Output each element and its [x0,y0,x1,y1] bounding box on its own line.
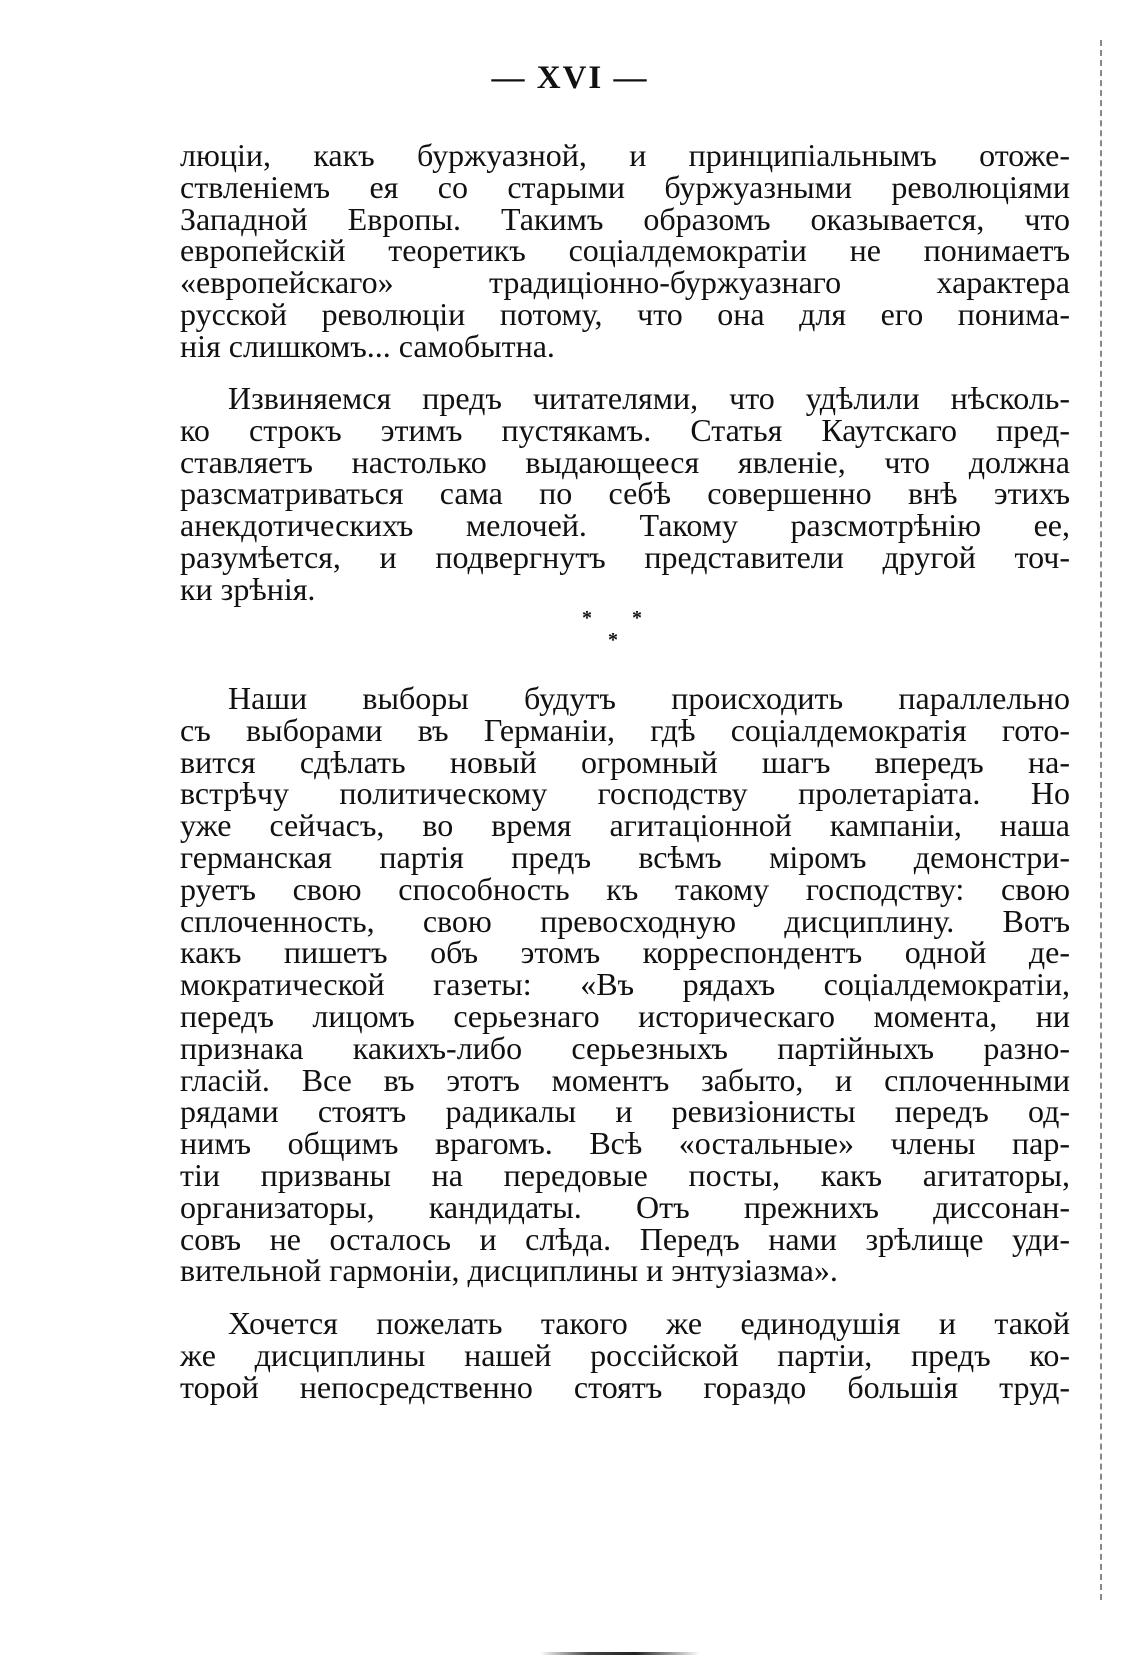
section-divider-asterism [582,607,662,652]
text-line: мократической газеты: «Въ рядахъ соціалдемократіи, [180,966,1070,1003]
paragraph-1 [180,137,1070,364]
text-line: анекдотическихъ мелочей. Такому разсмотрѣнію ее, [180,507,1070,544]
text-line: европейскій теоретикъ соціалдемократіи не понимаетъ [180,232,1070,269]
asterisk-icon: * [632,607,642,629]
text-line: люціи, какъ буржуазной, и принципіальнымъ отоже- [180,137,1070,173]
text-line: гласій. Все въ этотъ моментъ забыто, и сплоченными [180,1061,1070,1098]
text-line: германская партія предъ всѣмъ міромъ демонстри- [180,838,1070,875]
text-line: разсматриваться сама по себѣ совершенно внѣ этихъ [180,475,1070,512]
text-line: торой непосредственно стоятъ гораздо большія труд- [180,1368,1070,1405]
text-line: же дисциплины нашей россійской партіи, предъ ко- [180,1336,1070,1373]
text-line: признака какихъ-либо серьезныхъ партійныхъ разно- [180,1029,1070,1066]
text-line: какъ пишетъ объ этомъ корреспондентъ одной де- [180,934,1070,971]
text-line: нимъ общимъ врагомъ. Всѣ «остальные» члены пар- [180,1125,1070,1162]
text-line: нія слишкомъ... самобытна. [180,327,555,364]
text-line: вится сдѣлать новый огромный шагъ впередъ на- [180,743,1070,780]
scan-edge-mark [540,1652,700,1655]
text-line: встрѣчу политическому господству пролетаріата. Но [180,775,1070,812]
asterisk-icon: * [608,629,618,651]
text-line: Западной Европы. Такимъ образомъ оказывается, что [180,200,1070,237]
text-line: уже сейчасъ, во время агитаціонной кампаніи, наша [180,807,1070,844]
text-line: рядами стоятъ радикалы и ревизіонисты передъ од- [180,1093,1070,1130]
text-line: ствленіемъ ея со старыми буржуазными революціями [180,168,1070,205]
text-line: организаторы, кандидаты. Отъ прежнихъ диссонан- [180,1188,1070,1225]
text-line: Хочется пожелать такого же единодушія и такой [228,1305,1070,1341]
text-line: ставляетъ настолько выдающееся явленіе, что должна [180,443,1070,480]
text-line: передъ лицомъ серьезнаго историческаго момента, ни [180,997,1070,1034]
text-line: разумѣется, и подвергнутъ представители другой точ- [180,538,1070,575]
page-number: — XVI — [491,60,649,96]
paragraph-2 [180,380,1070,607]
text-line: ко строкъ этимъ пустякамъ. Статья Каутскаго пред- [180,411,1070,448]
text-line: сплоченность, свою превосходную дисциплину. Вотъ [180,902,1070,939]
text-line: русской революціи потому, что она для его понима- [180,295,1070,332]
text-line: руетъ свою способность къ такому господству: свою [180,870,1070,907]
asterisk-icon: * [582,607,592,629]
text-line: Извиняемся предъ читателями, что удѣлили нѣсколь- [228,380,1070,416]
text-line: ки зрѣнія. [180,570,316,607]
text-line: «европейскаго» традиціонно-буржуазнаго характера [180,264,1070,301]
scan-margin-rule [1100,40,1102,1600]
text-line: совъ не осталось и слѣда. Передъ нами зрѣлище уди- [180,1220,1070,1257]
text-line: съ выборами въ Германіи, гдѣ соціалдемократія гото- [180,711,1070,748]
paragraph-3 [180,680,1070,1289]
text-line: вительной гармоніи, дисциплины и энтузіазма». [180,1252,838,1289]
text-line: тіи призваны на передовые посты, какъ агитаторы, [180,1156,1070,1193]
text-line: Наши выборы будутъ происходить параллельно [228,680,1070,716]
paragraph-4 [180,1305,1070,1405]
